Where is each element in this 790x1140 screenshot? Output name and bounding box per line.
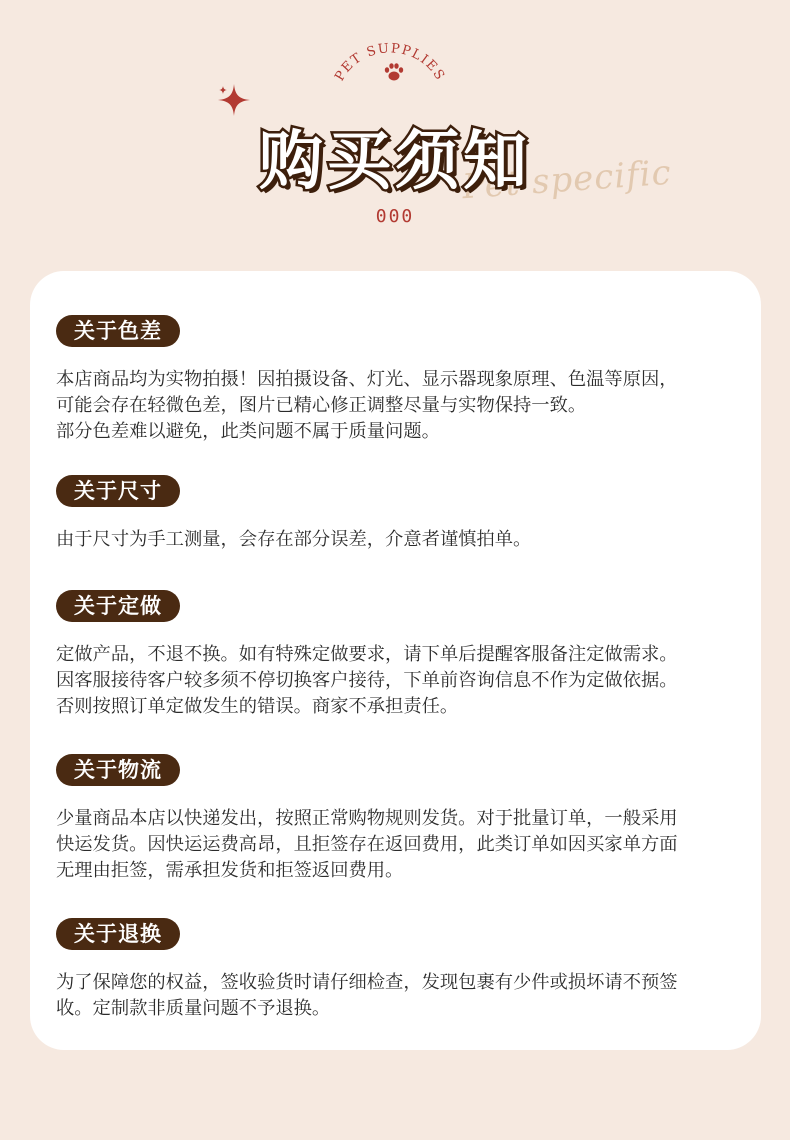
- page-title: 购买须知: [259, 125, 531, 199]
- body-line: 少量商品本店以快递发出，按照正常购物规则发货。对于批量订单，一般采用: [56, 808, 678, 829]
- section-body: [56, 527, 746, 553]
- section-heading: 关于退换: [56, 918, 180, 950]
- paw-icon: [383, 62, 405, 82]
- section-body: [56, 367, 746, 445]
- title-dots: 000: [375, 206, 415, 227]
- section-heading: 关于物流: [56, 754, 180, 786]
- section-body: [56, 642, 746, 720]
- section-color-difference: [56, 315, 746, 445]
- body-line: 快运发货。因快运运费高昂，且拒签存在返回费用，此类订单如因买家单方面: [56, 834, 678, 855]
- body-line: 因客服接待客户较多须不停切换客户接待，下单前咨询信息不作为定做依据。: [56, 670, 678, 691]
- body-line: 为了保障您的权益，签收验货时请仔细检查，发现包裹有少件或损坏请不预签: [56, 972, 678, 993]
- section-body: [56, 970, 746, 1022]
- section-logistics: [56, 754, 746, 884]
- body-line: 可能会存在轻微色差，图片已精心修正调整尽量与实物保持一致。: [56, 395, 587, 416]
- section-body: [56, 806, 746, 884]
- page-header: [0, 0, 790, 270]
- section-heading: 关于定做: [56, 590, 180, 622]
- section-heading: 关于色差: [56, 315, 180, 347]
- section-size: [56, 475, 746, 553]
- body-line: 部分色差难以避免，此类问题不属于质量问题。: [56, 421, 440, 442]
- notice-card: [30, 271, 761, 1050]
- body-line: 定做产品，不退不换。如有特殊定做要求，请下单后提醒客服备注定做需求。: [56, 644, 678, 665]
- brand-arc-label: PET SUPPLIES: [332, 41, 448, 84]
- section-returns: [56, 918, 746, 1022]
- body-line: 无理由拒签，需承担发货和拒签返回费用。: [56, 860, 404, 881]
- brand-arc-text: [320, 20, 460, 100]
- section-heading: 关于尺寸: [56, 475, 180, 507]
- section-custom-order: [56, 590, 746, 720]
- body-line: 由于尺寸为手工测量，会存在部分误差，介意者谨慎拍单。: [56, 529, 532, 550]
- script-decoration: Pet specific: [460, 152, 673, 208]
- body-line: 收。定制款非质量问题不予退换。: [56, 998, 331, 1019]
- body-line: 否则按照订单定做发生的错误。商家不承担责任。: [56, 696, 459, 717]
- body-line: 本店商品均为实物拍摄！因拍摄设备、灯光、显示器现象原理、色温等原因，: [56, 369, 678, 390]
